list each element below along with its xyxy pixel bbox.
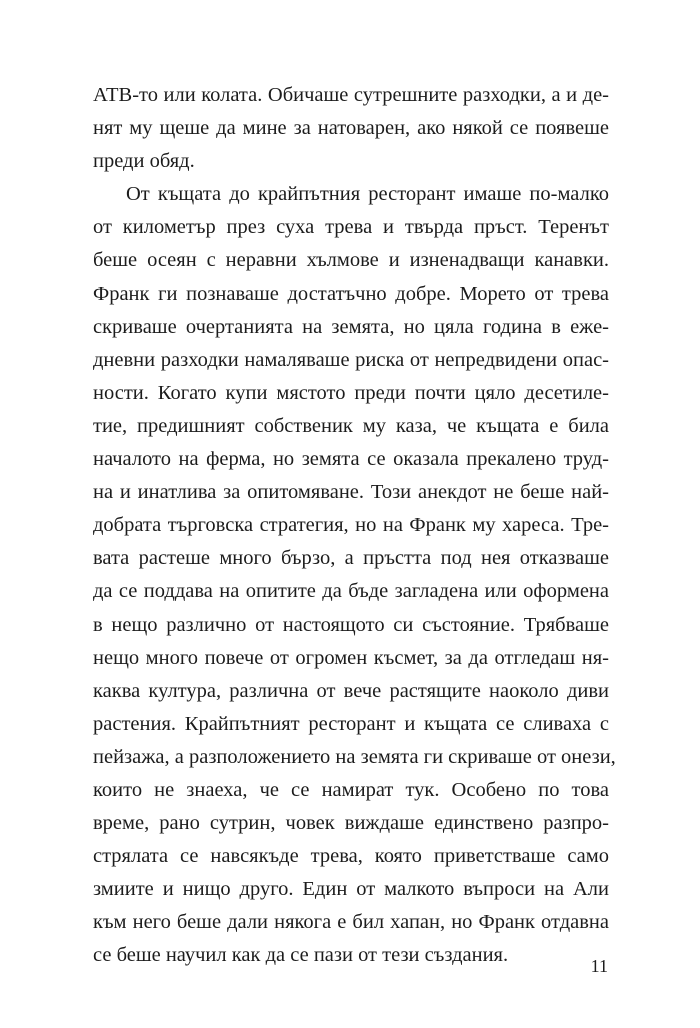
text-line: каква култура, различна от вече растящите наоколо диви [93, 679, 609, 702]
text-line: да се поддава на опитите да бъде загладена или оформена [93, 580, 609, 603]
text-line: змиите и нищо друго. Един от малкото въпроси на Али [93, 878, 609, 901]
text-line: към него беше дали някога е бил хапан, но Франк отдавна [93, 911, 609, 934]
text-line: дневни разходки намаляваше риска от непредвидени опас- [93, 348, 609, 371]
text-line: тие, предишният собственик му каза, че къщата е била [93, 414, 609, 437]
text-line: нещо много повече от огромен късмет, за да отгледаш ня- [93, 646, 609, 669]
text-line: нят му щеше да мине за натоварен, ако някой се появеше [93, 117, 609, 140]
page-number: 11 [590, 956, 608, 976]
text-line: началото на ферма, но земята се оказала прекалено труд- [93, 448, 609, 471]
text-line: Франк ги познаваше достатъчно добре. Морето от трева [93, 282, 609, 305]
text-line: ности. Когато купи мястото преди почти цяло десетиле- [93, 381, 609, 404]
text-line: стрялата се навсякъде трева, която приветстваше само [93, 845, 609, 868]
text-line: които не знаеха, че се намират тук. Особено по това [93, 778, 609, 801]
text-line: в нещо различно от настоящото си състояние. Трябваше [93, 613, 609, 636]
text-line: От къщата до крайпътния ресторант имаше по-малко [126, 183, 609, 206]
text-line: растения. Крайпътният ресторант и къщата се сливаха с [93, 712, 609, 735]
text-line: АТВ-то или колата. Обичаше сутрешните разходки, а и де- [93, 84, 609, 106]
text-line: вата растеше много бързо, а пръстта под нея отказваше [93, 547, 609, 570]
text-line: беше осеян с неравни хълмове и изненадващи канавки. [93, 249, 609, 272]
text-line: на и инатлива за опитомяване. Този анекдот не беше най- [93, 481, 609, 504]
body-text [93, 79, 616, 973]
text-line: се беше научил как да се пази от тези създания. [93, 944, 509, 967]
text-line: пейзажа, а разположението на земята ги скриваше от онези, [93, 745, 616, 768]
text-line: от километър през суха трева и твърда пръст. Теренът [93, 216, 609, 239]
text-line: време, рано сутрин, човек виждаше единствено разпро- [93, 812, 609, 835]
text-line: скриваше очертанията на земята, но цяла година в еже- [93, 315, 609, 338]
text-line: добрата търговска стратегия, но на Франк му хареса. Тре- [93, 514, 609, 537]
text-line: преди обяд. [93, 150, 195, 173]
